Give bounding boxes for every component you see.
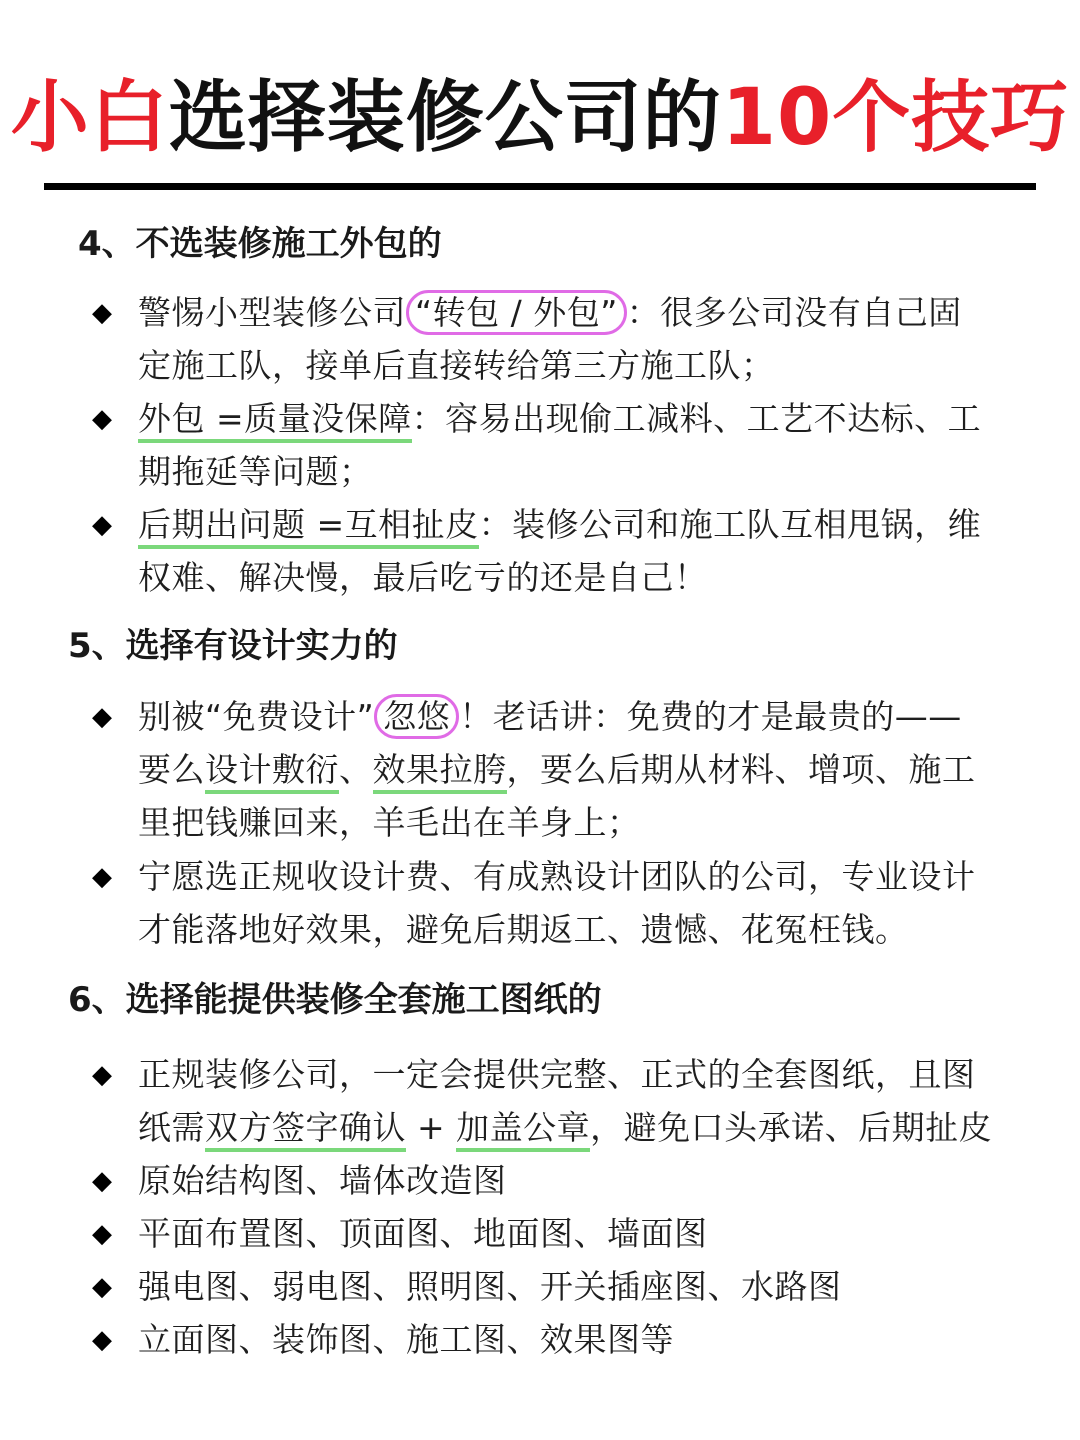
text-line: 期拖延等问题； xyxy=(138,452,373,491)
underlined-keyword: 加盖公章 xyxy=(456,1108,590,1152)
circled-keyword: 忽悠 xyxy=(374,694,459,739)
text-line: 强电图、弱电图、照明图、开关插座图、水路图 xyxy=(138,1267,842,1306)
diamond-bullet-icon: ◆ xyxy=(92,1272,112,1302)
text-run: 别被“免费设计” xyxy=(138,697,375,736)
list-item xyxy=(138,1207,998,1260)
text-run: ：很多公司没有自己固 xyxy=(626,293,962,332)
list-item xyxy=(138,1154,998,1207)
text-line: 才能落地好效果，避免后期返工、遗憾、花冤枉钱。 xyxy=(138,910,909,949)
title-divider xyxy=(44,183,1036,190)
diamond-bullet-icon: ◆ xyxy=(92,298,112,328)
text-line: 权难、解决慢，最后吃亏的还是自己！ xyxy=(138,558,708,597)
list-item xyxy=(138,850,998,956)
text-line: 立面图、装饰图、施工图、效果图等 xyxy=(138,1320,674,1359)
list-item xyxy=(138,286,998,392)
title-middle: 选择装修公司的 xyxy=(168,73,722,163)
diamond-bullet-icon: ◆ xyxy=(92,1219,112,1249)
diamond-bullet-icon: ◆ xyxy=(92,510,112,540)
text-run: + xyxy=(406,1108,457,1147)
text-run: ：容易出现偷工减料、工艺不达标、工 xyxy=(411,399,982,438)
title-highlight-start: 小白 xyxy=(10,73,169,163)
list-item xyxy=(138,690,998,849)
diamond-bullet-icon: ◆ xyxy=(92,702,112,732)
text-line: 宁愿选正规收设计费、有成熟设计团队的公司，专业设计 xyxy=(138,857,976,896)
diamond-bullet-icon: ◆ xyxy=(92,404,112,434)
text-line: 定施工队，接单后直接转给第三方施工队； xyxy=(138,346,775,385)
circled-keyword: “转包 / 外包” xyxy=(406,290,627,335)
title-highlight-end: 10个技巧 xyxy=(721,73,1070,163)
list-item xyxy=(138,1048,998,1154)
underlined-keyword: 外包 =质量没保障 xyxy=(138,399,412,443)
text-run: 要么 xyxy=(138,750,205,789)
text-line: 平面布置图、顶面图、地面图、墙面图 xyxy=(138,1214,708,1253)
section-heading-5: 5、选择有设计实力的 xyxy=(68,626,398,666)
underlined-keyword: 效果拉胯 xyxy=(373,750,507,794)
text-line: 原始结构图、墙体改造图 xyxy=(138,1161,507,1200)
text-run: ：装修公司和施工队互相甩锅，维 xyxy=(478,505,982,544)
diamond-bullet-icon: ◆ xyxy=(92,1166,112,1196)
text-run: ！老话讲：免费的才是最贵的—— xyxy=(459,697,962,736)
diamond-bullet-icon: ◆ xyxy=(92,1325,112,1355)
list-item xyxy=(138,392,998,498)
underlined-keyword: 后期出问题 =互相扯皮 xyxy=(138,505,479,549)
text-run: 、 xyxy=(339,750,373,789)
list-item xyxy=(138,498,998,604)
text-line: 正规装修公司，一定会提供完整、正式的全套图纸，且图 xyxy=(138,1055,976,1094)
section-heading-6: 6、选择能提供装修全套施工图纸的 xyxy=(68,980,602,1020)
text-run: 纸需 xyxy=(138,1108,205,1147)
underlined-keyword: 双方签字确认 xyxy=(205,1108,406,1152)
list-item xyxy=(138,1260,998,1313)
underlined-keyword: 设计敷衍 xyxy=(205,750,339,794)
text-run: ，要么后期从材料、增项、施工 xyxy=(506,750,976,789)
text-line: 里把钱赚回来，羊毛出在羊身上； xyxy=(138,803,641,842)
diamond-bullet-icon: ◆ xyxy=(92,1060,112,1090)
diamond-bullet-icon: ◆ xyxy=(92,862,112,892)
list-item xyxy=(138,1313,998,1366)
text-run: 警惕小型装修公司 xyxy=(138,293,406,332)
text-run: ，避免口头承诺、后期扯皮 xyxy=(590,1108,993,1147)
page-title xyxy=(0,58,1080,178)
section-heading-4: 4、不选装修施工外包的 xyxy=(78,224,442,264)
